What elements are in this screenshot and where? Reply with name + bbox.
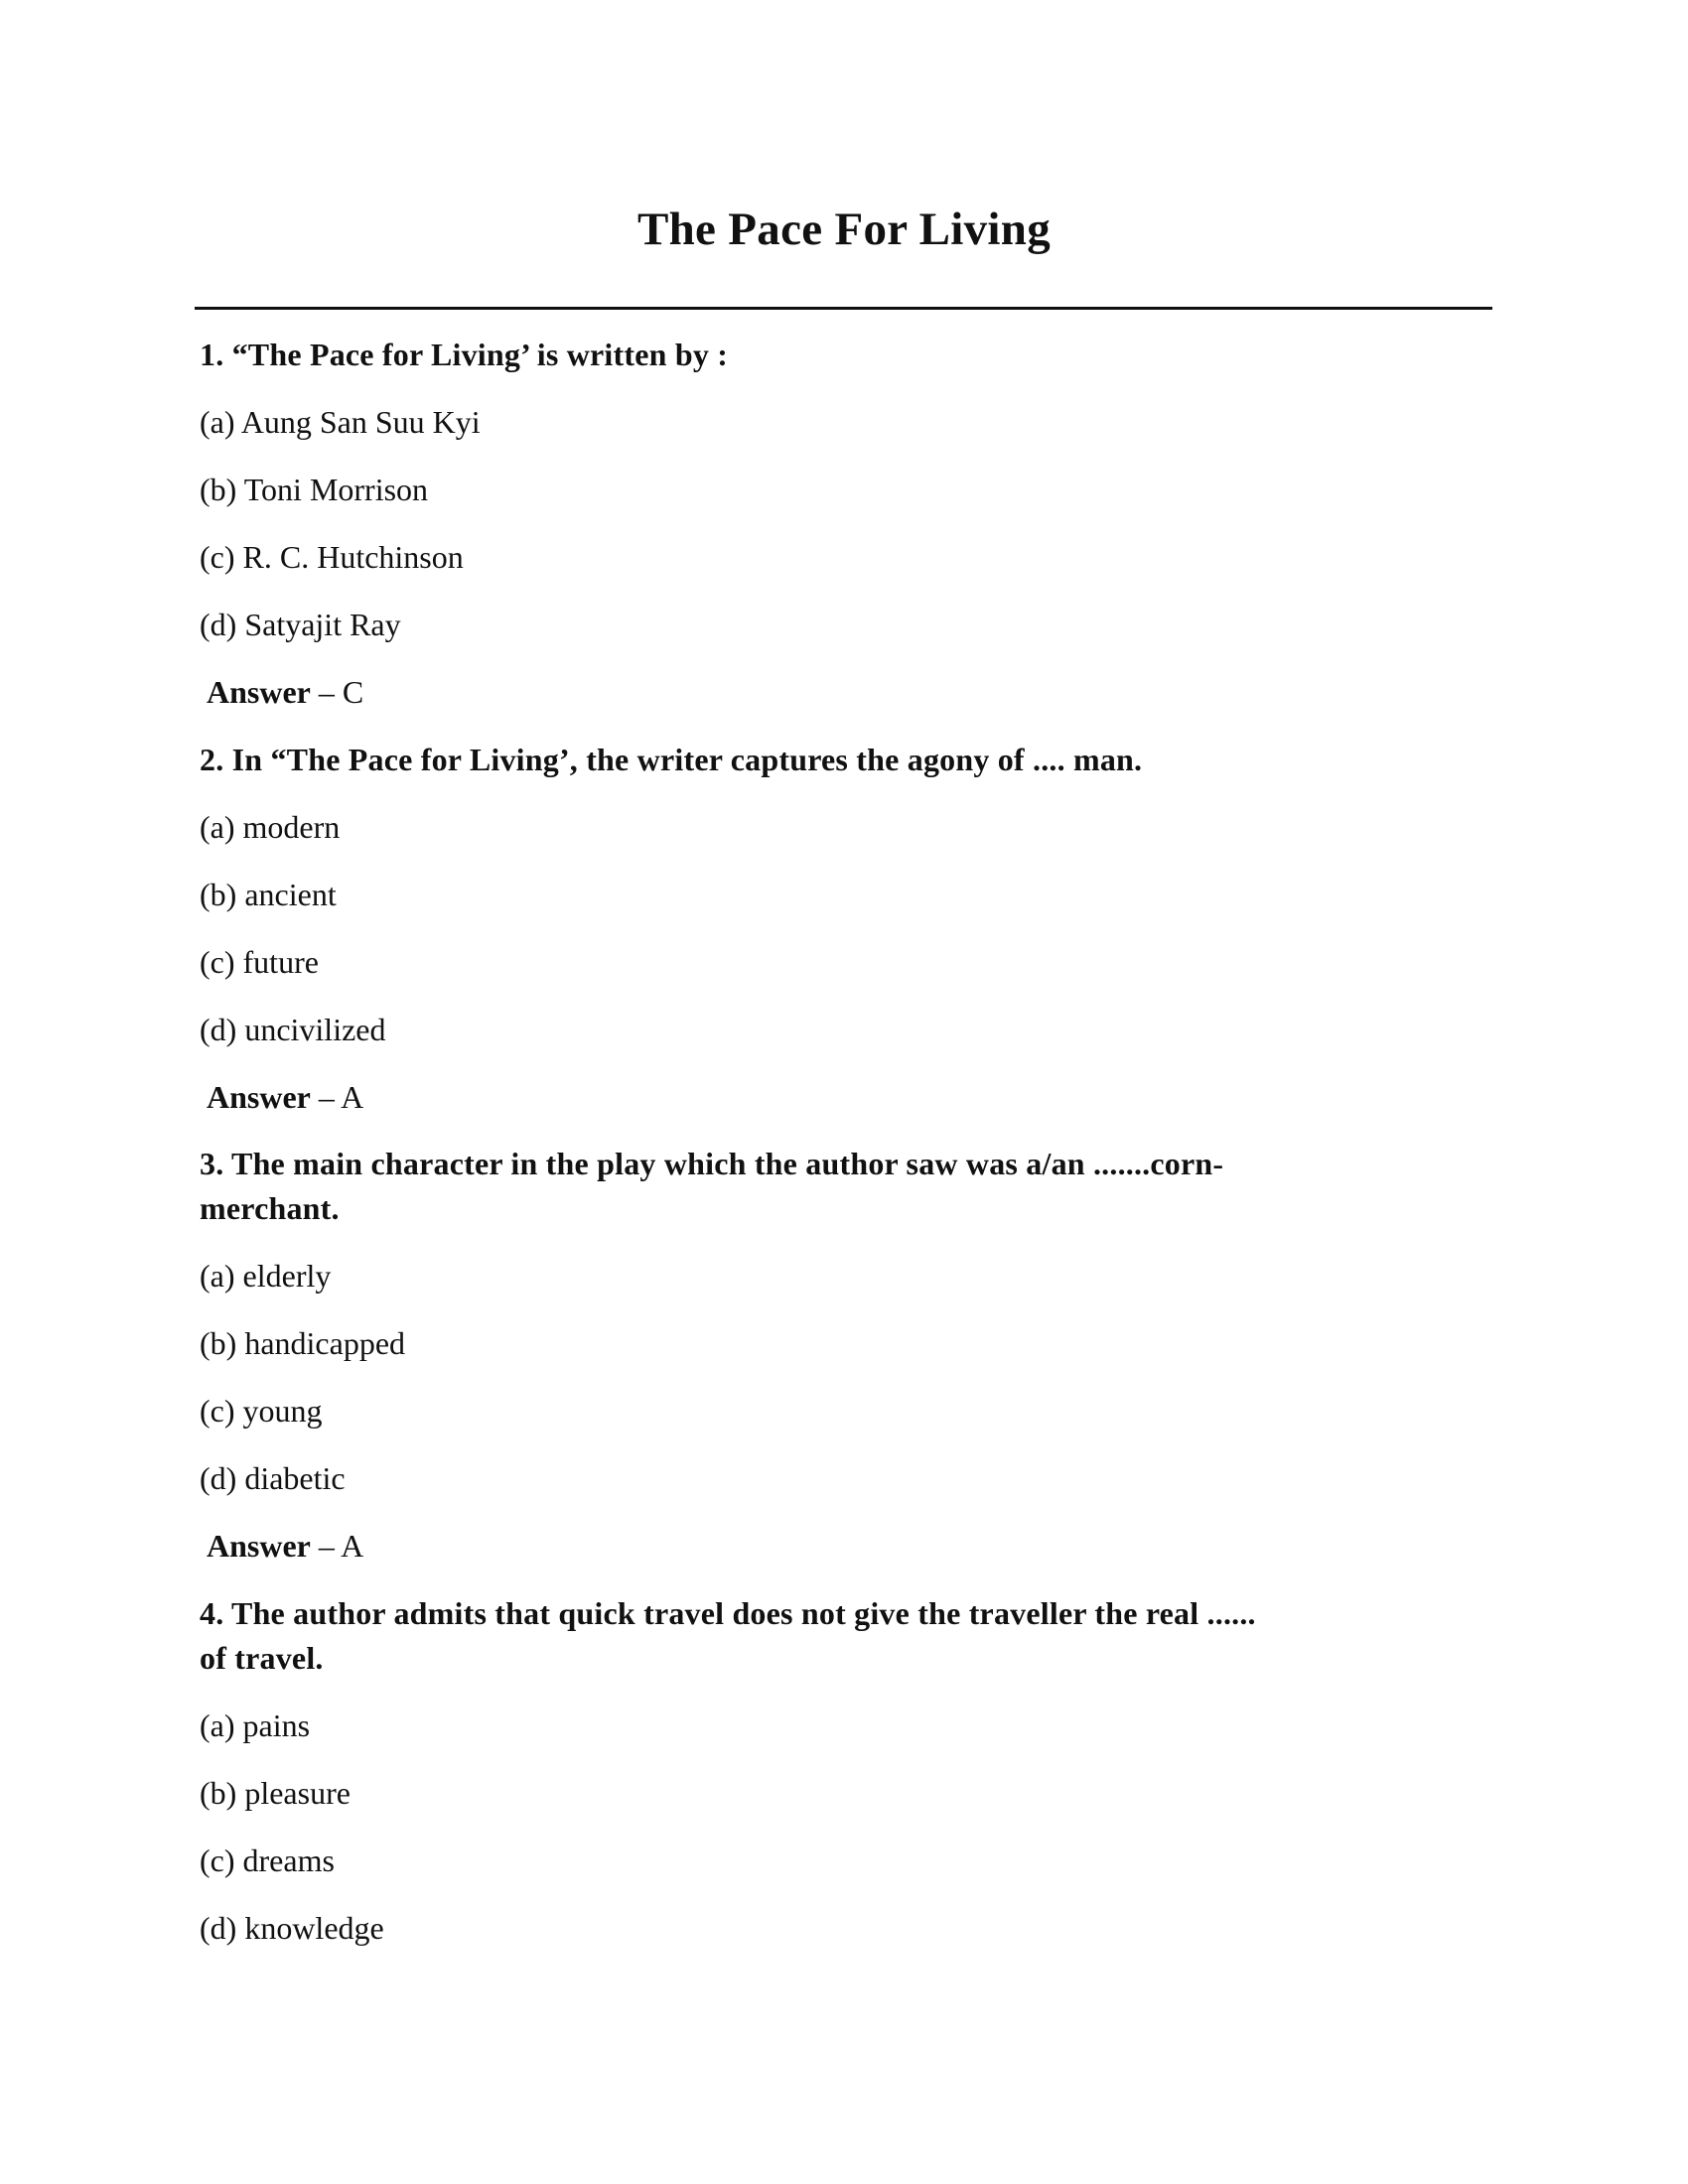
answer-label: Answer bbox=[207, 1528, 311, 1564]
page-title: The Pace For Living bbox=[636, 204, 1052, 255]
question-text-line-1: 4. The author admits that quick travel does not give the traveller the real ...... bbox=[200, 1595, 1256, 1631]
question-text-line-2: of travel. bbox=[200, 1640, 324, 1676]
option-c: (c) future bbox=[200, 944, 319, 980]
answer-label: Answer bbox=[207, 674, 311, 710]
answer bbox=[207, 1524, 363, 1568]
option-a: (a) modern bbox=[200, 809, 341, 845]
option-c: (c) R. C. Hutchinson bbox=[200, 539, 464, 575]
option-d: (d) knowledge bbox=[200, 1910, 384, 1946]
option-d: (d) diabetic bbox=[200, 1460, 346, 1496]
answer bbox=[207, 670, 363, 714]
answer-value: – A bbox=[310, 1528, 364, 1564]
question-text-line-2: merchant. bbox=[200, 1190, 340, 1226]
title-divider bbox=[195, 307, 1492, 310]
option-a: (a) Aung San Suu Kyi bbox=[200, 404, 481, 440]
option-b: (b) ancient bbox=[200, 877, 337, 912]
question-text-line-1: 3. The main character in the play which the author saw was a/an .......corn- bbox=[200, 1146, 1224, 1181]
option-d: (d) uncivilized bbox=[200, 1012, 386, 1047]
answer-label: Answer bbox=[207, 1079, 311, 1115]
option-b: (b) handicapped bbox=[200, 1325, 406, 1361]
answer-value: – C bbox=[310, 674, 364, 710]
question-text: 1. “The Pace for Living’ is written by : bbox=[200, 337, 729, 372]
option-c: (c) dreams bbox=[200, 1843, 335, 1878]
option-a: (a) pains bbox=[200, 1707, 311, 1743]
option-b: (b) pleasure bbox=[200, 1775, 351, 1811]
option-b: (b) Toni Morrison bbox=[200, 472, 429, 507]
option-c: (c) young bbox=[200, 1393, 323, 1429]
question-text: 2. In “The Pace for Living’, the writer captures the agony of .... man. bbox=[200, 742, 1143, 777]
answer-value: – A bbox=[310, 1079, 364, 1115]
option-a: (a) elderly bbox=[200, 1258, 332, 1294]
answer bbox=[207, 1075, 363, 1119]
option-d: (d) Satyajit Ray bbox=[200, 607, 401, 642]
